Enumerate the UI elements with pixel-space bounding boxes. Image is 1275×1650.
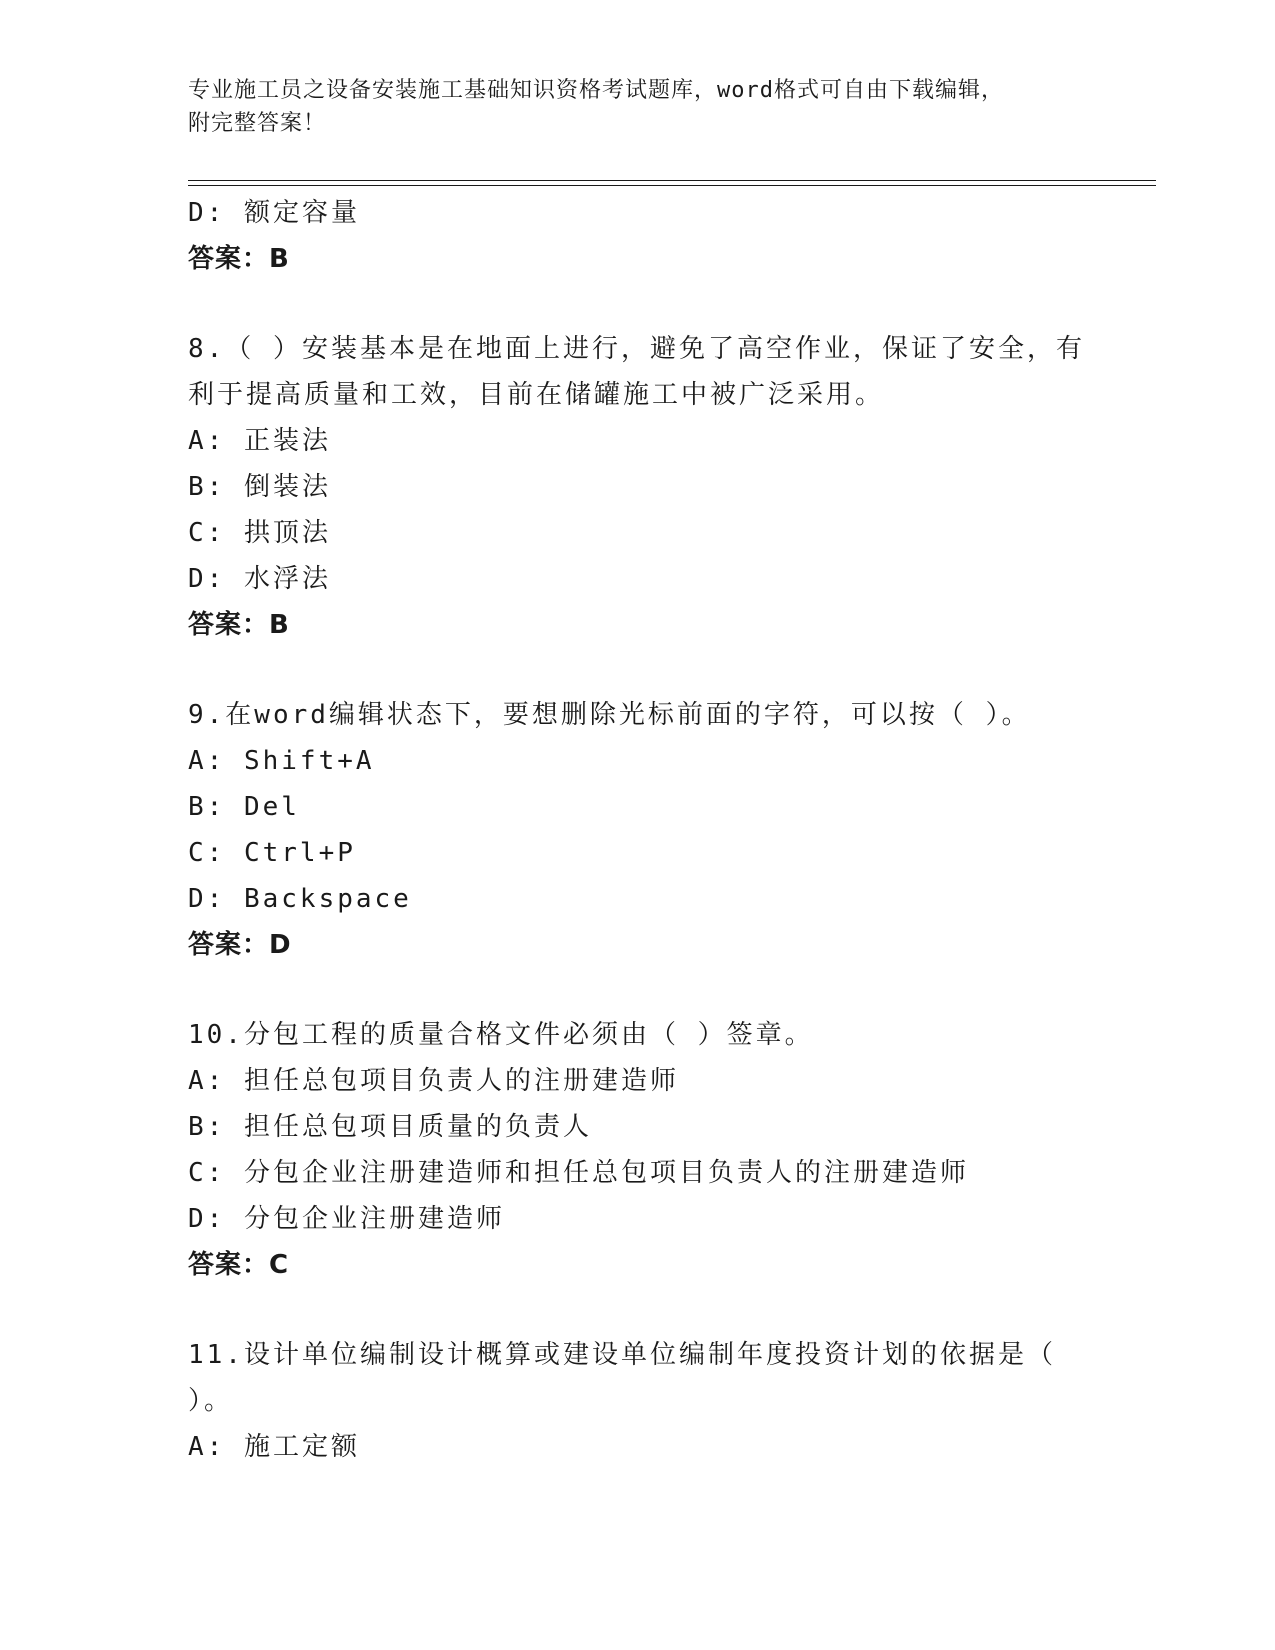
answer-line: 答案：C bbox=[188, 1250, 290, 1280]
question-text-line-1: 8.（ ）安装基本是在地面上进行，避免了高空作业，保证了安全，有 bbox=[188, 334, 1085, 364]
option-c: C: 拱顶法 bbox=[188, 518, 331, 548]
header-line-2: 附完整答案！ bbox=[188, 111, 327, 136]
option-c: C: Ctrl+P bbox=[188, 838, 356, 868]
spacer bbox=[188, 648, 1088, 692]
option-d: D: 分包企业注册建造师 bbox=[188, 1204, 505, 1234]
header-line-1: 专业施工员之设备安装施工基础知识资格考试题库，word格式可自由下载编辑， bbox=[188, 78, 1004, 103]
question-content bbox=[188, 190, 1088, 1470]
question-9 bbox=[188, 692, 1088, 968]
spacer bbox=[188, 1288, 1088, 1332]
option-b: B: 担任总包项目质量的负责人 bbox=[188, 1112, 592, 1142]
option-a: A: 担任总包项目负责人的注册建造师 bbox=[188, 1066, 679, 1096]
question-8 bbox=[188, 326, 1088, 648]
document-header bbox=[188, 74, 1088, 140]
option-b: B: 倒装法 bbox=[188, 472, 331, 502]
previous-question-tail bbox=[188, 190, 1088, 282]
option-a: A: 正装法 bbox=[188, 426, 331, 456]
question-text-line-1: 11.设计单位编制设计概算或建设单位编制年度投资计划的依据是（ bbox=[188, 1340, 1056, 1370]
question-11 bbox=[188, 1332, 1088, 1470]
option-b: B: Del bbox=[188, 792, 300, 822]
spacer bbox=[188, 282, 1088, 326]
spacer bbox=[188, 968, 1088, 1012]
header-divider bbox=[188, 180, 1156, 186]
option-d: D: Backspace bbox=[188, 884, 412, 914]
option-d: D: 水浮法 bbox=[188, 564, 331, 594]
answer-line: 答案：B bbox=[188, 244, 290, 274]
option-a: A: 施工定额 bbox=[188, 1432, 360, 1462]
question-text-line-1: 9.在word编辑状态下，要想删除光标前面的字符，可以按（ ）。 bbox=[188, 700, 1031, 730]
option-c: C: 分包企业注册建造师和担任总包项目负责人的注册建造师 bbox=[188, 1158, 969, 1188]
answer-line: 答案：B bbox=[188, 610, 290, 640]
question-text-line-2: 利于提高质量和工效，目前在储罐施工中被广泛采用。 bbox=[188, 380, 885, 410]
question-10 bbox=[188, 1012, 1088, 1288]
answer-line: 答案：D bbox=[188, 930, 292, 960]
option-d: D: 额定容量 bbox=[188, 198, 360, 228]
question-text-line-1: 10.分包工程的质量合格文件必须由（ ）签章。 bbox=[188, 1020, 814, 1050]
question-text-line-2: ）。 bbox=[188, 1386, 234, 1416]
option-a: A: Shift+A bbox=[188, 746, 375, 776]
